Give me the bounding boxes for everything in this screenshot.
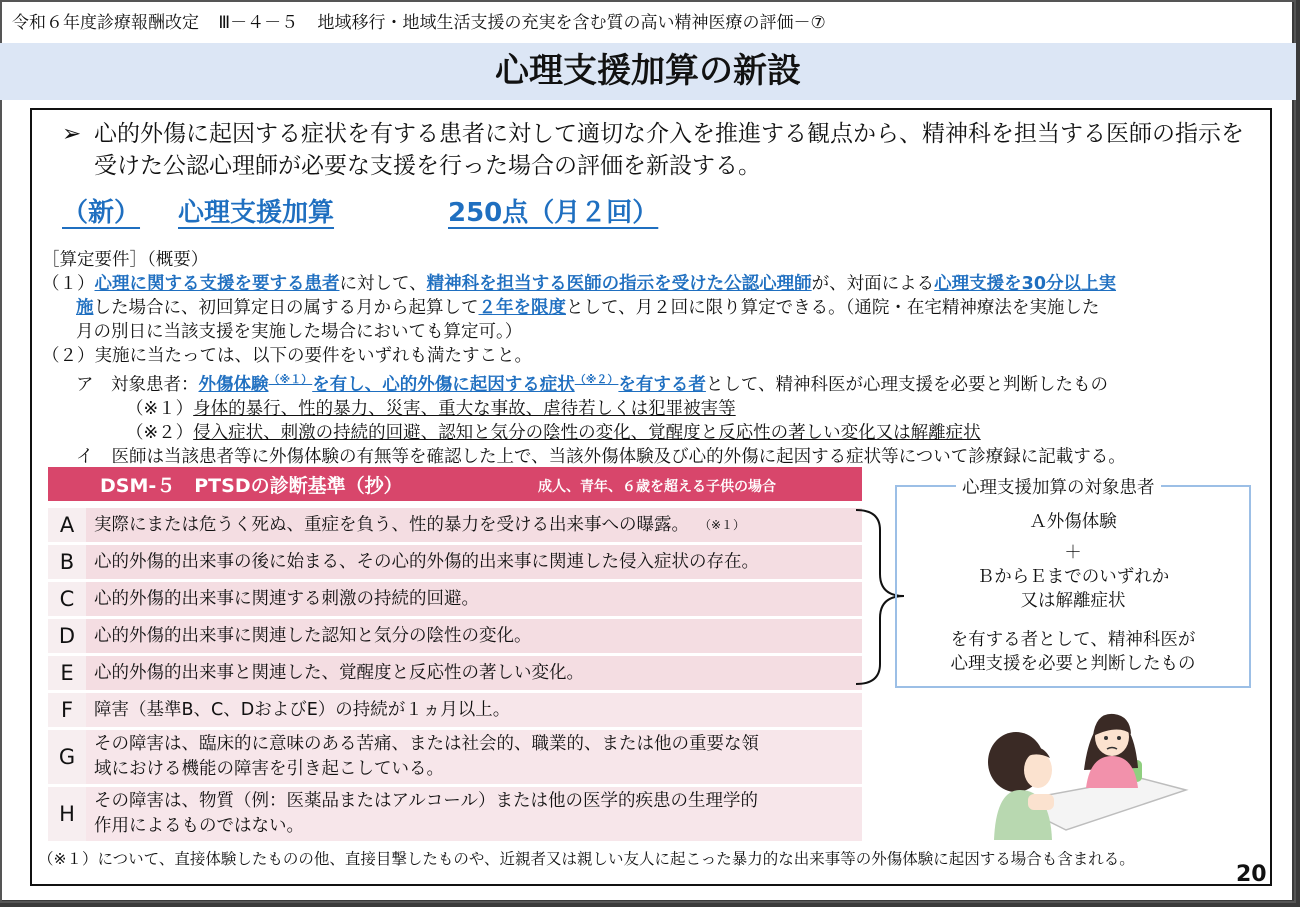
target-box-legend: 心理支援加算の対象患者 bbox=[956, 474, 1161, 499]
dsm-letter: F bbox=[48, 693, 86, 727]
req2a-highlight-symptom: を有し、心的外傷に起因する症状 bbox=[312, 374, 575, 395]
note-1-line bbox=[42, 397, 1272, 421]
req1-text-d: した場合に、初回算定日の属する月から起算して bbox=[93, 298, 479, 318]
dsm-text: 心的外傷的出来事と関連した、覚醒度と反応性の著しい変化。 bbox=[86, 656, 862, 690]
requirement-1-line-1 bbox=[42, 272, 1272, 296]
requirement-2-i bbox=[42, 445, 1272, 469]
dsm-text: 障害（基準B、C、DおよびE）の持続が１ヵ月以上。 bbox=[86, 693, 862, 727]
note-1-label: （※１） bbox=[126, 398, 194, 419]
req1-text-b: が、対面による bbox=[811, 274, 935, 294]
target-line-trauma: Ａ外傷体験 bbox=[1029, 512, 1117, 532]
header-topic: 地域移行・地域生活支援の充実を含む質の高い精神医療の評価－⑦ bbox=[317, 13, 826, 33]
dsm-text bbox=[86, 787, 862, 841]
note-2-line bbox=[42, 421, 1272, 445]
page-number: 20 bbox=[1236, 862, 1267, 887]
dsm-letter: D bbox=[48, 619, 86, 653]
requirement-2-i-label: イ bbox=[76, 446, 94, 467]
req1-highlight-limit: ２年を限度 bbox=[478, 298, 566, 318]
new-label: （新） bbox=[62, 198, 141, 228]
note-2-text: 侵入症状、刺激の持続的回避、認知と気分の陰性の変化、覚醒度と反応性の著しい変化又は解離症状 bbox=[193, 422, 981, 443]
intro-text: 心的外傷に起因する症状を有する患者に対して適切な介入を推進する観点から、精神科を担当する医師の指示を受けた公認心理師が必要な支援を行った場合の評価を新設する。 bbox=[94, 121, 1244, 179]
dsm-text: 心的外傷的出来事の後に始まる、その心的外傷的出来事に関連した侵入症状の存在。 bbox=[86, 545, 862, 579]
requirement-1-line-2 bbox=[42, 296, 1272, 320]
target-line-judgement-1: を有する者として、精神科医が bbox=[950, 630, 1196, 650]
dsm-text-a: 実際にまたは危うく死ぬ、重症を負う、性的暴力を受ける出来事への曝露。 bbox=[94, 514, 689, 535]
fee-name: 心理支援加算 bbox=[178, 198, 335, 228]
dsm-text: 心的外傷的出来事に関連する刺激の持続的回避。 bbox=[86, 582, 862, 616]
dsm-letter: C bbox=[48, 582, 86, 616]
target-line-b-to-e: ＢからＥまでのいずれか bbox=[976, 567, 1170, 587]
req2a-text-rest: として、精神科医が心理支援を必要と判断したもの bbox=[705, 374, 1109, 395]
dsm-letter: G bbox=[48, 730, 86, 784]
dsm-row-d bbox=[48, 619, 862, 653]
dsm-row-e bbox=[48, 656, 862, 690]
dsm-text: 心的外傷的出来事に関連した認知と気分の陰性の変化。 bbox=[86, 619, 862, 653]
req2a-highlight-trauma: 外傷体験 bbox=[198, 374, 269, 395]
dsm-text-h-2: 作用によるものではない。 bbox=[94, 816, 304, 836]
req2a-highlight-person: を有する者 bbox=[618, 374, 706, 395]
dsm-table-header bbox=[48, 467, 862, 501]
requirement-2-i-text: 医師は当該患者等に外傷体験の有無等を確認した上で、当該外傷体験及び心的外傷に起因する症状等について診療録に記載する。 bbox=[111, 446, 1126, 467]
fee-points: 250点（月２回） bbox=[448, 198, 659, 228]
dsm-row-c bbox=[48, 582, 862, 616]
dsm-row-b bbox=[48, 545, 862, 579]
req1-highlight-duration-cont: 施 bbox=[76, 298, 94, 318]
target-line-dissociation: 又は解離症状 bbox=[1020, 591, 1126, 611]
header-line bbox=[12, 8, 840, 33]
dsm-title: DSM-５ PTSDの診断基準（抄） bbox=[100, 475, 403, 497]
header-section: Ⅲ－４－５ bbox=[218, 13, 299, 33]
requirement-2-a-label: ア 対象患者： bbox=[76, 374, 199, 395]
dsm-row-a bbox=[48, 508, 862, 542]
req1-text-a: に対して、 bbox=[339, 274, 427, 294]
dsm-row-g bbox=[48, 730, 862, 784]
footnote: （※１）について、直接体験したものの他、直接目撃したものや、近親者又は親しい友人に起こった暴力的な出来事等の外傷体験に起因する場合も含まれる。 bbox=[38, 850, 1135, 868]
dsm-note-a: （※１） bbox=[699, 517, 746, 532]
target-plus: ＋ bbox=[1064, 543, 1082, 563]
dsm-subtitle: 成人、青年、６歳を超える子供の場合 bbox=[538, 479, 776, 495]
requirement-2-text: 実施に当たっては、以下の要件をいずれも満たすこと。 bbox=[94, 346, 532, 366]
req1-text-f: として、月２回に限り算定できる。（通院・在宅精神療法を実施した bbox=[566, 298, 1100, 318]
note-2-label: （※２） bbox=[126, 422, 194, 443]
req1-highlight-patient: 心理に関する支援を要する患者 bbox=[94, 274, 340, 294]
dsm-letter: B bbox=[48, 545, 86, 579]
dsm-letter: A bbox=[48, 508, 86, 542]
dsm-text bbox=[86, 508, 862, 542]
requirement-1-line-3: 月の別日に当該支援を実施した場合においても算定可。） bbox=[76, 322, 523, 342]
dsm-text bbox=[86, 730, 862, 784]
req2a-note-1: （※１） bbox=[268, 373, 313, 386]
page-title: 心理支援加算の新設 bbox=[495, 51, 801, 91]
dsm-text-g-2: 域における機能の障害を引き起こしている。 bbox=[94, 759, 444, 779]
requirements-heading: ［算定要件］（概要） bbox=[42, 250, 209, 270]
requirements-section bbox=[42, 248, 1272, 469]
dsm-row-h bbox=[48, 787, 862, 841]
counseling-illustration bbox=[980, 690, 1200, 842]
requirement-2 bbox=[42, 344, 1272, 368]
requirement-2-number: （２） bbox=[42, 346, 95, 366]
dsm-letter: E bbox=[48, 656, 86, 690]
req1-highlight-psychologist: 精神科を担当する医師の指示を受けた公認心理師 bbox=[426, 274, 812, 294]
requirement-1-number: （１） bbox=[42, 274, 95, 294]
note-1-text: 身体的暴行、性的暴力、災害、重大な事故、虐待若しくは犯罪被害等 bbox=[193, 398, 736, 419]
dsm-text-g-1: その障害は、臨床的に意味のある苦痛、または社会的、職業的、または他の重要な領 bbox=[94, 734, 759, 754]
target-line-judgement-2: 心理支援を必要と判断したもの bbox=[950, 654, 1196, 674]
dsm-text-h-1: その障害は、物質（例：医薬品またはアルコール）または他の医学的疾患の生理学的 bbox=[94, 791, 758, 811]
intro-paragraph bbox=[62, 118, 1252, 182]
header-revision: 令和６年度診療報酬改定 bbox=[12, 13, 199, 33]
req1-highlight-duration: 心理支援を30分以上実 bbox=[934, 274, 1117, 294]
req2a-note-2: （※２） bbox=[574, 373, 619, 386]
dsm-letter: H bbox=[48, 787, 86, 841]
bullet-arrow-icon: ➢ bbox=[62, 121, 82, 147]
requirement-2-a bbox=[42, 368, 1272, 397]
dsm-row-f bbox=[48, 693, 862, 727]
